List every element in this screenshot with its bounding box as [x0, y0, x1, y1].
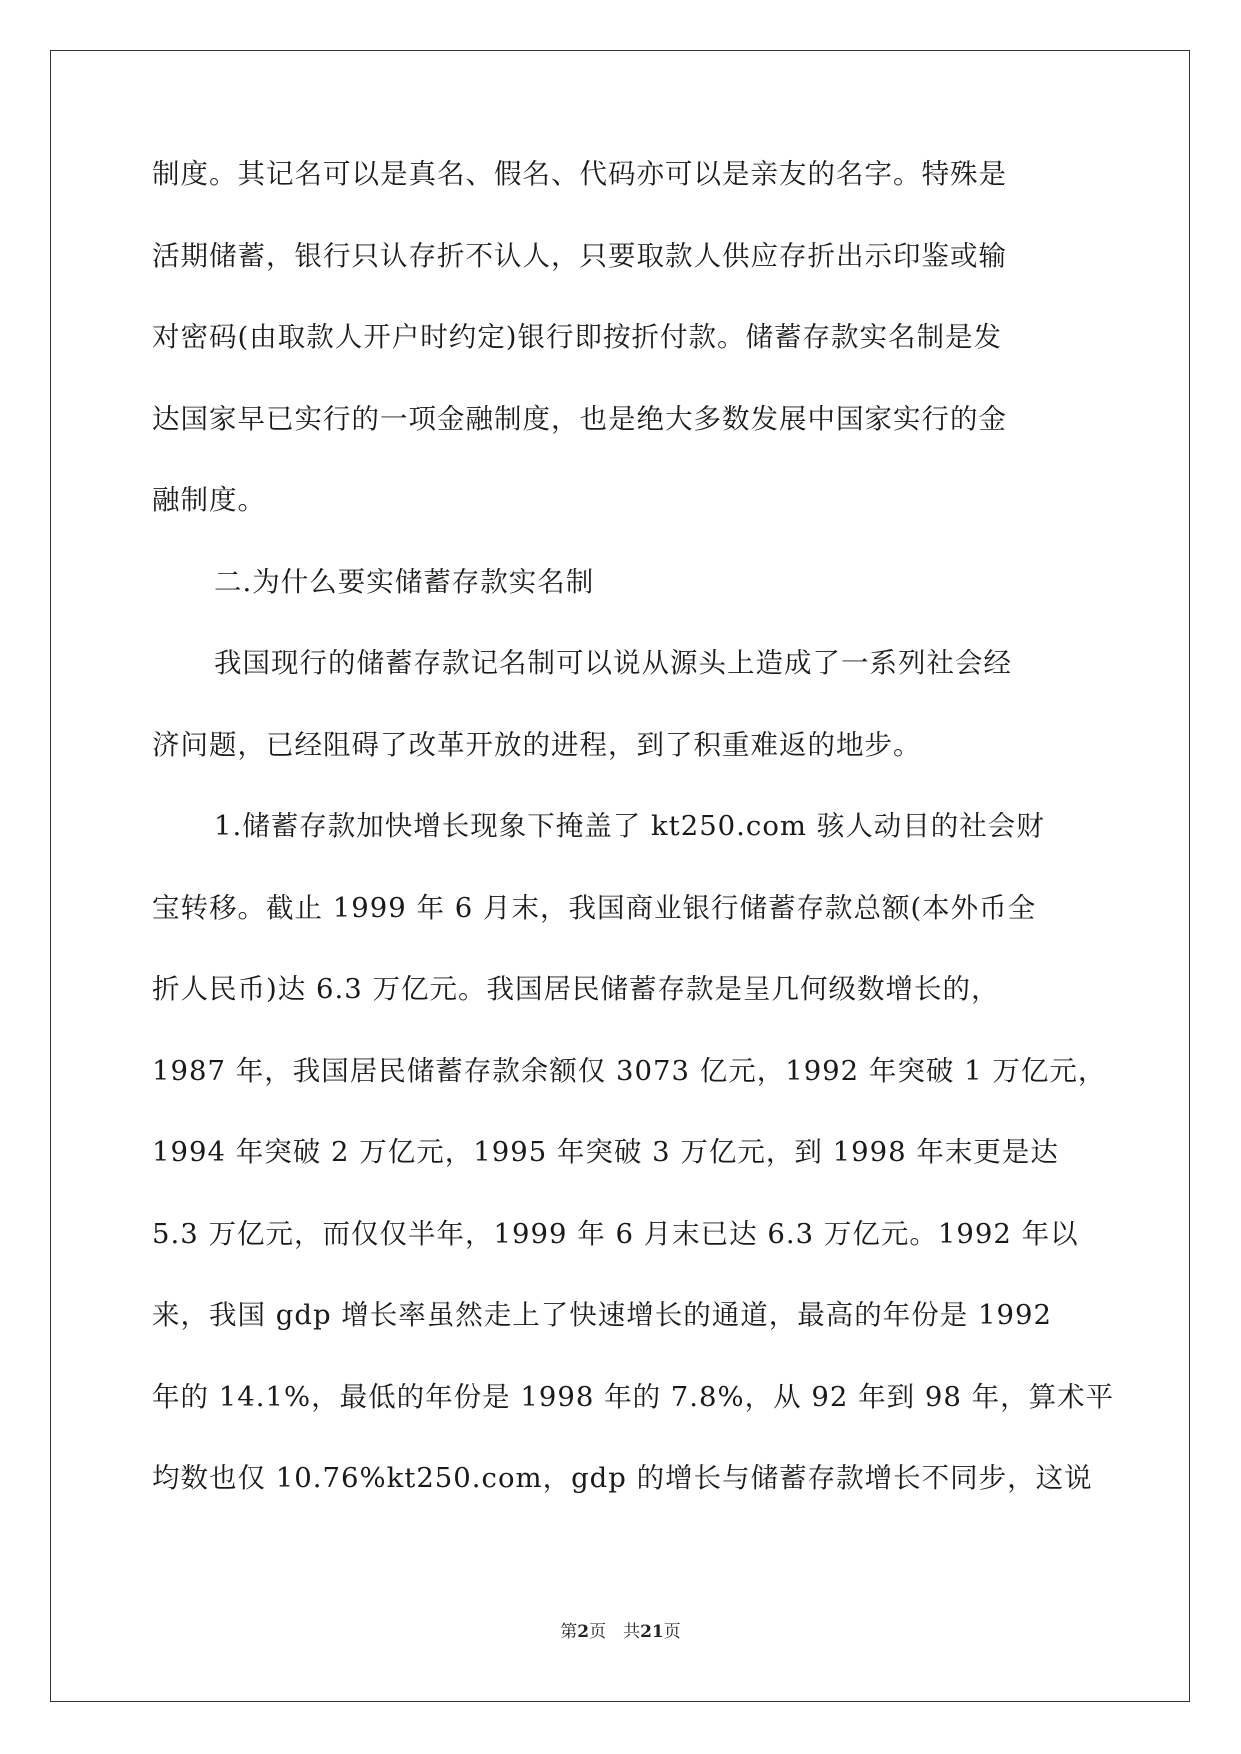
text-line: 济问题，已经阻碍了改革开放的进程，到了积重难返的地步。: [152, 728, 922, 761]
text-line: 融制度。: [152, 484, 266, 516]
document-body: [152, 158, 1115, 1546]
text-line: 1.储蓄存款加快增长现象下掩盖了 kt250.com 骇人动目的社会财: [214, 810, 1045, 842]
footer-middle: 页 共: [589, 1622, 641, 1642]
text-line: 均数也仅 10.76%kt250.com，gdp 的增长与储蓄存款增长不同步，这说: [152, 1462, 1093, 1494]
text-line: 1987 年，我国居民储蓄存款余额仅 3073 亿元，1992 年突破 1 万亿元，: [152, 1054, 1107, 1087]
text-line: 制度。其记名可以是真名、假名、代码亦可以是亲友的名字。特殊是: [152, 158, 1007, 190]
text-line: 活期储蓄，银行只认存折不认人，只要取款人供应存折出示印鉴或输: [152, 239, 1007, 272]
footer-suffix: 页: [663, 1622, 681, 1642]
text-line: 我国现行的储蓄存款记名制可以说从源头上造成了一系列社会经: [214, 647, 1012, 679]
text-line: 宝转移。截止 1999 年 6 月末，我国商业银行储蓄存款总额(本外币全: [152, 891, 1037, 924]
text-line: 折人民币)达 6.3 万亿元。我国居民储蓄存款是呈几何级数增长的，: [152, 973, 1000, 1005]
footer-total-pages: 21: [640, 1622, 664, 1642]
text-line: 1994 年突破 2 万亿元，1995 年突破 3 万亿元，到 1998 年末更是达: [152, 1136, 1059, 1168]
text-line: 对密码(由取款人开户时约定)银行即按折付款。储蓄存款实名制是发: [152, 321, 1002, 353]
page-footer: [0, 1617, 1241, 1642]
text-line: 5.3 万亿元，而仅仅半年，1999 年 6 月末已达 6.3 万亿元。1992 年以: [152, 1217, 1079, 1250]
text-line: 达国家早已实行的一项金融制度，也是绝大多数发展中国家实行的金: [152, 402, 1007, 435]
section-heading: 二.为什么要实储蓄存款实名制: [214, 565, 595, 598]
text-line: 来，我国 gdp 增长率虽然走上了快速增长的通道，最高的年份是 1992: [152, 1299, 1053, 1331]
footer-page-number: 2: [577, 1622, 590, 1642]
footer-prefix: 第: [560, 1622, 578, 1642]
text-line: 年的 14.1%，最低的年份是 1998 年的 7.8%，从 92 年到 98 年，算术平: [152, 1380, 1115, 1413]
